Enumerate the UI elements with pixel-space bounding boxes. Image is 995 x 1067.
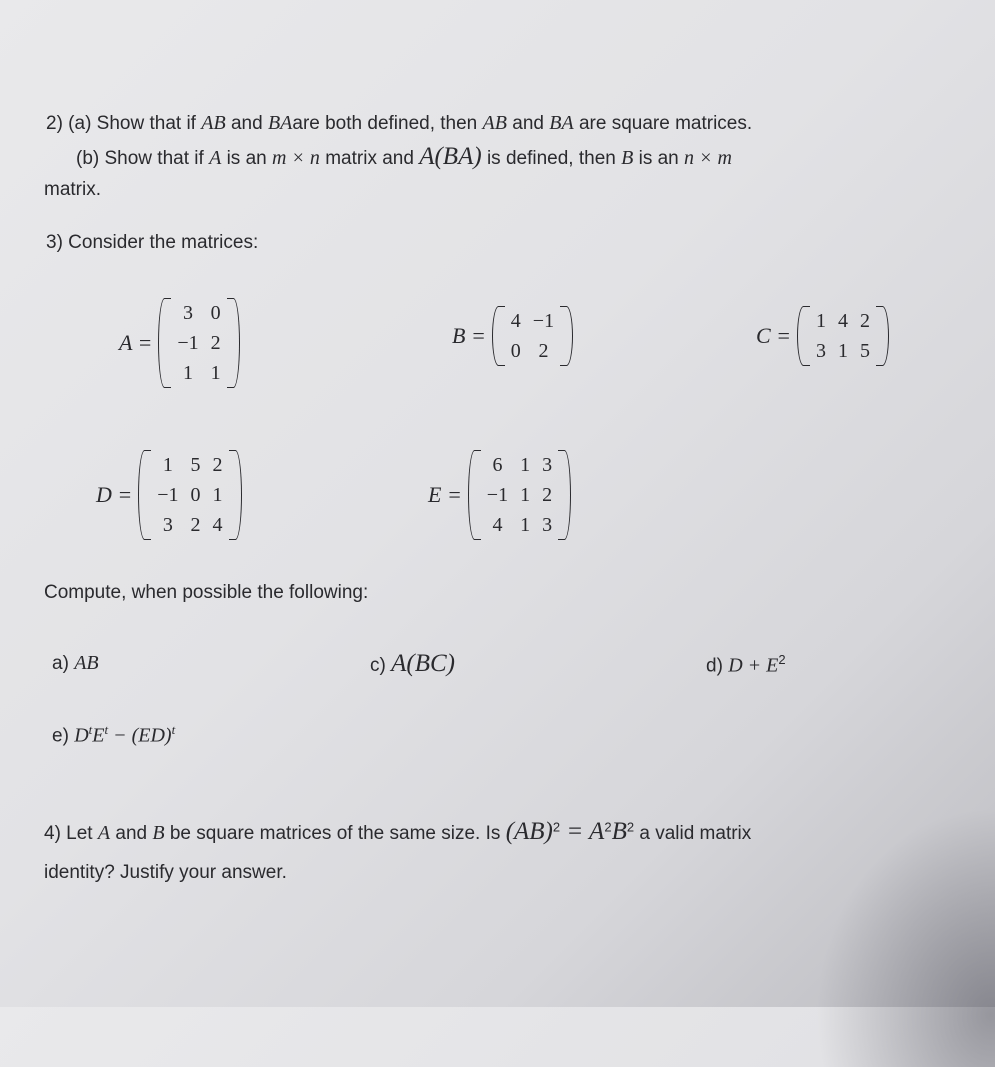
q4-and: and: [115, 823, 148, 844]
part-e-tail: − (ED): [108, 724, 172, 747]
q4-expr-lhs: (AB): [505, 818, 553, 845]
matrix-E-cell-1-0: −1: [486, 483, 509, 506]
part-e-sup1: t: [88, 722, 93, 737]
part-e-E: E: [92, 724, 105, 747]
matrix-E: [428, 450, 571, 540]
matrix-C-label: C =: [756, 323, 792, 348]
matrix-A-label: A =: [119, 330, 153, 355]
q2a-end: are square matrices.: [578, 113, 753, 134]
q4-B: B: [152, 822, 165, 844]
matrix-B-cell-1-0: 0: [510, 339, 521, 362]
matrix-B-cell-1-1: 2: [538, 339, 549, 362]
matrix-A-cell-0-1: 0: [210, 301, 221, 324]
q4-line2: identity? Justify your answer.: [44, 862, 287, 883]
matrix-B-cell-0-0: 4: [510, 309, 521, 332]
q2a-line: [46, 112, 752, 135]
matrix-E-cell-2-2: 3: [542, 513, 553, 536]
part-e-label: e): [52, 725, 69, 747]
q3-title: 3) Consider the matrices:: [46, 232, 259, 253]
right-paren: [876, 306, 889, 366]
part-e-D: D: [74, 724, 89, 747]
right-paren: [558, 450, 571, 540]
matrix-A-cell-0-0: 3: [183, 301, 194, 324]
matrix-E-cell-2-1: 1: [520, 513, 531, 536]
math-AB-2: AB: [482, 112, 507, 134]
q2b-mid3: is defined, then: [486, 148, 616, 169]
matrix-E-cell-1-1: 1: [520, 483, 531, 506]
part-e-sup3: t: [171, 722, 176, 737]
matrix-C-cell-0-2: 2: [860, 309, 871, 332]
q2b-mid1: is an: [226, 148, 267, 169]
q4-sup-b: 2: [626, 819, 635, 835]
matrix-D-label: D =: [96, 482, 133, 507]
part-c-expr: A(BC): [391, 650, 455, 677]
matrix-E-cell-0-0: 6: [492, 453, 503, 476]
math-BA: BA: [267, 112, 293, 134]
q4-expr-eq: = A: [560, 818, 605, 845]
part-a: [52, 652, 99, 675]
part-c-label: c): [370, 655, 386, 676]
right-paren: [229, 450, 242, 540]
matrix-D-cell-2-2: 4: [212, 513, 223, 536]
matrix-A-cell-1-0: −1: [177, 331, 199, 354]
q4-sup-lhs: 2: [552, 819, 561, 835]
q2a-text: 2) (a) Show that if: [46, 113, 196, 134]
q2a-and-2: and: [512, 113, 544, 134]
matrix-C-cell-0-1: 4: [838, 309, 849, 332]
q2a-mid: are both defined, then: [292, 113, 478, 134]
matrix-E-label: E =: [428, 482, 462, 507]
matrix-A-cell-2-0: 1: [183, 361, 194, 384]
left-paren: [158, 298, 171, 388]
matrix-A-cell-2-1: 1: [210, 361, 221, 384]
math-A: A: [209, 147, 222, 169]
math-m-by-n: m × n: [271, 147, 320, 169]
part-a-expr: AB: [74, 652, 99, 674]
part-d-label: d): [706, 655, 723, 677]
q4-A: A: [97, 822, 111, 844]
matrix-C-cell-1-0: 3: [816, 339, 827, 362]
matrix-A: [119, 298, 240, 388]
part-e-sup2: t: [104, 722, 109, 737]
q4-end1: a valid matrix: [639, 823, 752, 844]
matrix-C-cell-0-0: 1: [816, 309, 827, 332]
part-d-expr: D + E: [728, 654, 779, 677]
left-paren: [797, 306, 810, 366]
q4-expr-b: B: [611, 818, 627, 845]
q2a-and: and: [230, 113, 263, 134]
q4-line1: [44, 818, 751, 846]
q2b-end: matrix.: [44, 179, 101, 200]
left-paren: [492, 306, 505, 366]
matrix-C-cell-1-2: 5: [860, 339, 871, 362]
q4-prefix: 4) Let: [44, 823, 93, 844]
matrix-D: [96, 450, 242, 540]
matrix-D-cell-2-1: 2: [190, 513, 201, 536]
matrix-D-cell-0-1: 5: [190, 453, 201, 476]
photo-shadow: [815, 807, 995, 1067]
matrix-B: [452, 306, 573, 366]
matrix-B-cell-0-1: −1: [532, 309, 555, 332]
matrix-D-cell-0-0: 1: [162, 453, 173, 476]
right-paren: [560, 306, 573, 366]
q4-sup-a: 2: [604, 819, 612, 835]
left-paren: [138, 450, 151, 540]
part-c: [370, 650, 455, 678]
part-e: [52, 722, 175, 747]
matrix-C: [756, 306, 889, 366]
matrix-D-cell-1-2: 1: [212, 483, 223, 506]
right-paren: [227, 298, 240, 388]
math-BA-2: BA: [549, 112, 574, 134]
q3-compute: Compute, when possible the following:: [44, 582, 369, 603]
q2b-mid4: is an: [638, 148, 679, 169]
matrix-C-cell-1-1: 1: [838, 339, 849, 362]
q2b-mid2: matrix and: [325, 148, 414, 169]
matrix-E-cell-0-2: 3: [542, 453, 553, 476]
matrix-A-cell-1-1: 2: [210, 331, 221, 354]
q4-mid: be square matrices of the same size. Is: [169, 823, 501, 844]
math-AB: AB: [201, 112, 226, 134]
left-paren: [468, 450, 481, 540]
q2b-line: [76, 143, 732, 171]
q2b-text: (b) Show that if: [76, 148, 204, 169]
matrix-D-cell-2-0: 3: [162, 513, 173, 536]
math-n-by-m: n × m: [684, 147, 732, 169]
part-d: [706, 652, 786, 677]
matrix-D-cell-1-0: −1: [157, 483, 179, 506]
part-a-label: a): [52, 653, 69, 674]
part-d-sup: 2: [778, 652, 786, 667]
math-B: B: [621, 147, 634, 169]
matrix-E-cell-0-1: 1: [520, 453, 531, 476]
matrix-B-label: B =: [452, 323, 486, 348]
matrix-E-cell-2-0: 4: [492, 513, 503, 536]
matrix-E-cell-1-2: 2: [542, 483, 553, 506]
matrix-D-cell-0-2: 2: [212, 453, 223, 476]
math-A-BA: A(BA): [419, 143, 482, 170]
matrix-D-cell-1-1: 0: [190, 483, 201, 506]
